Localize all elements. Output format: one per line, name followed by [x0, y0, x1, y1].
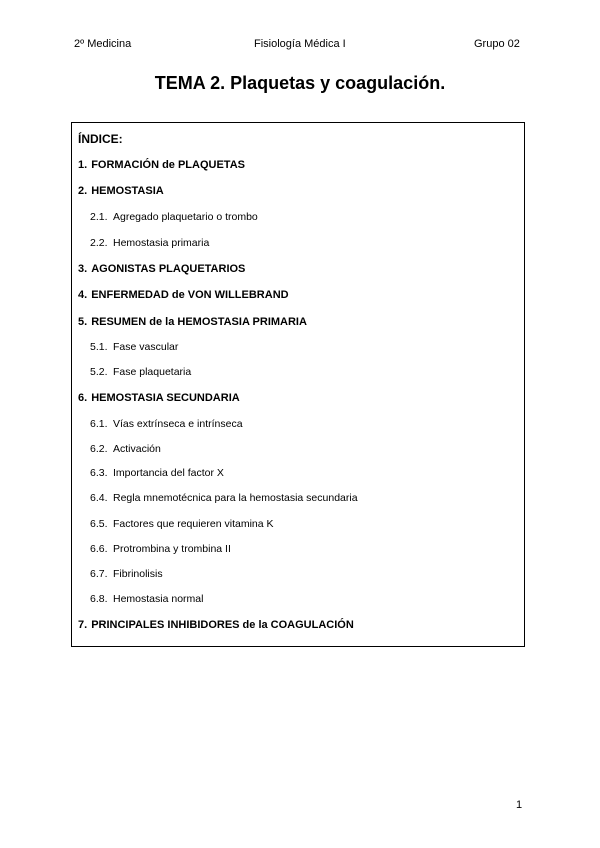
- toc-label: AGONISTAS PLAQUETARIOS: [91, 263, 246, 275]
- toc-heading: ÍNDICE:: [78, 132, 123, 146]
- toc-subsection: [90, 365, 191, 379]
- toc-number: 2.2.: [90, 237, 108, 249]
- toc-number: 5.: [78, 316, 88, 328]
- toc-label: HEMOSTASIA: [91, 185, 164, 197]
- page-number: 1: [516, 799, 523, 811]
- toc-number: 6.4.: [90, 492, 108, 504]
- toc-label: Hemostasia primaria: [113, 237, 210, 249]
- toc-label: FORMACIÓN de PLAQUETAS: [91, 159, 245, 171]
- toc-label: Factores que requieren vitamina K: [113, 518, 274, 530]
- table-of-contents: [71, 122, 525, 647]
- toc-number: 6.1.: [90, 418, 108, 430]
- header-group: Grupo 02: [474, 38, 520, 50]
- toc-section: [78, 288, 289, 302]
- toc-label: PRINCIPALES INHIBIDORES de la COAGULACIÓN: [91, 619, 354, 631]
- toc-label: Agregado plaquetario o trombo: [113, 211, 258, 223]
- toc-number: 5.1.: [90, 341, 108, 353]
- toc-label: HEMOSTASIA SECUNDARIA: [91, 392, 240, 404]
- toc-subsection: [90, 542, 231, 556]
- toc-subsection: [90, 340, 178, 354]
- toc-section: [78, 315, 307, 329]
- toc-number: 2.1.: [90, 211, 108, 223]
- toc-number: 4.: [78, 289, 88, 301]
- toc-subsection: [90, 592, 203, 606]
- toc-label: Fibrinolisis: [113, 568, 163, 580]
- toc-label: Vías extrínseca e intrínseca: [113, 418, 243, 430]
- toc-number: 6.5.: [90, 518, 108, 530]
- toc-label: Fase plaquetaria: [113, 366, 192, 378]
- toc-number: 3.: [78, 263, 88, 275]
- toc-label: Importancia del factor X: [113, 467, 224, 479]
- toc-number: 6.7.: [90, 568, 108, 580]
- toc-label: Hemostasia normal: [113, 593, 204, 605]
- toc-number: 2.: [78, 185, 88, 197]
- toc-subsection: [90, 567, 163, 581]
- toc-subsection: [90, 210, 258, 224]
- toc-number: 6.3.: [90, 467, 108, 479]
- toc-label: Protrombina y trombina II: [113, 543, 231, 555]
- toc-section: [78, 262, 245, 276]
- toc-section: [78, 158, 245, 172]
- page-title: TEMA 2. Plaquetas y coagulación.: [154, 73, 446, 93]
- toc-label: Regla mnemotécnica para la hemostasia secundaria: [113, 492, 358, 504]
- toc-number: 1.: [78, 159, 88, 171]
- toc-number: 7.: [78, 619, 88, 631]
- header-subject: Fisiología Médica I: [254, 38, 346, 50]
- toc-subsection: [90, 417, 243, 431]
- toc-subsection: [90, 491, 358, 505]
- toc-section: [78, 391, 240, 405]
- toc-label: RESUMEN de la HEMOSTASIA PRIMARIA: [91, 316, 307, 328]
- toc-label: Activación: [113, 443, 161, 455]
- toc-number: 6.8.: [90, 593, 108, 605]
- toc-section: [78, 618, 354, 632]
- header-course: 2º Medicina: [74, 38, 132, 50]
- toc-number: 6.6.: [90, 543, 108, 555]
- toc-label: Fase vascular: [113, 341, 179, 353]
- toc-subsection: [90, 442, 161, 456]
- toc-section: [78, 184, 164, 198]
- toc-subsection: [90, 466, 224, 480]
- toc-number: 5.2.: [90, 366, 108, 378]
- toc-label: ENFERMEDAD de VON WILLEBRAND: [91, 289, 289, 301]
- toc-subsection: [90, 517, 274, 531]
- toc-number: 6.: [78, 392, 88, 404]
- toc-subsection: [90, 236, 209, 250]
- toc-number: 6.2.: [90, 443, 108, 455]
